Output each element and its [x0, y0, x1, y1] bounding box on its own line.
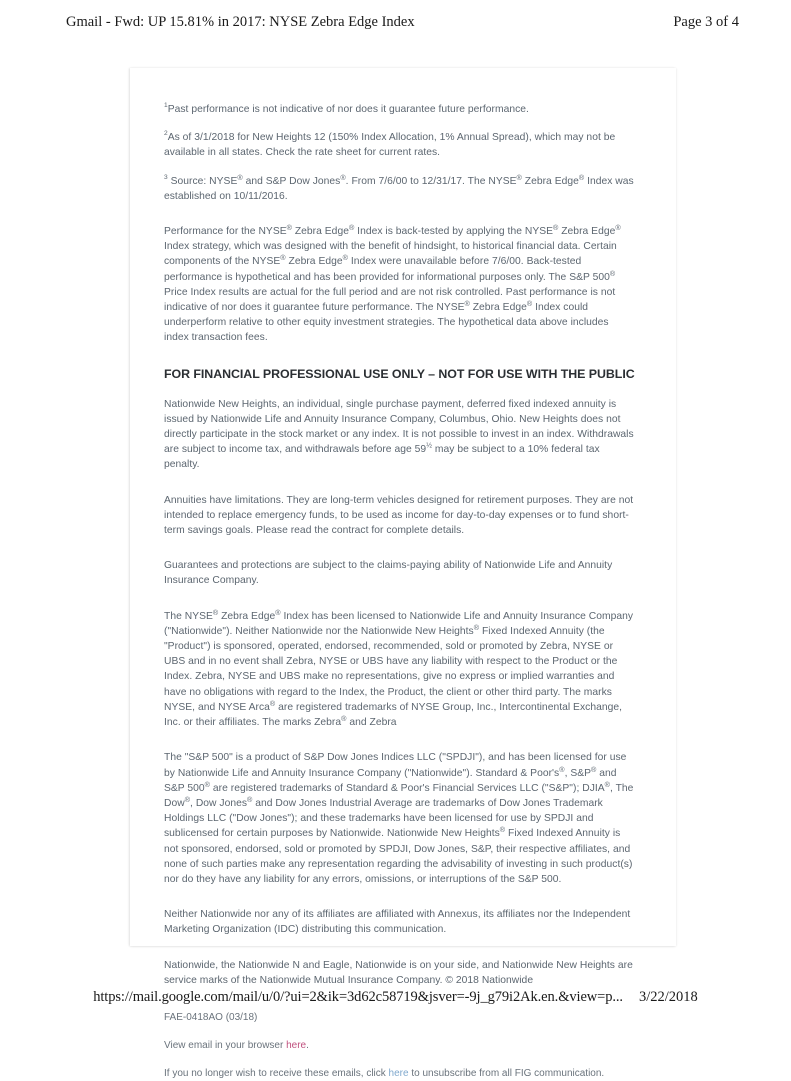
registered-mark-icon: ® [609, 268, 616, 278]
backtest-text-c: Index is back-tested by applying the NYSE [354, 226, 554, 238]
footnote-3-text-d: Zebra Edge [521, 175, 579, 187]
footnote-1-text: Past performance is not indicative of nor does it guarantee future performance. [167, 104, 529, 115]
annuity-limitations-paragraph: Annuities have limitations. They are long-term vehicles designed for retirement purposes. They are not intended to replace emergency funds, to be used as income for day-to-day expenses or to fund short-term savings goals. Please read the contract for complete details. [164, 494, 634, 537]
unsubscribe-prefix: If you no longer wish to receive these emails, click [164, 1067, 389, 1079]
backtest-disclosure-paragraph [164, 224, 636, 346]
index-license-paragraph [164, 609, 636, 731]
registered-mark-icon: ® [499, 825, 506, 835]
registered-mark-icon: ® [275, 607, 281, 617]
registered-mark-icon: ® [615, 223, 621, 233]
sp500-text-d: are registered trademarks of Standard & Poor's Financial Services LLC ("S&P"); DJIA [210, 782, 605, 794]
backtest-text-e: Index strategy, which was designed with the benefit of hindsight, to historical financial data. Certain components of the NYSE [164, 241, 617, 268]
registered-mark-icon: ® [286, 223, 292, 233]
footnote-3-text-c: . From 7/6/00 to 12/31/17. The NYSE [345, 175, 517, 187]
footnote-3-text-b: and S&P Dow Jones [242, 175, 341, 187]
license-text-c: Index has been licensed to Nationwide Life and Annuity Insurance Company ("Nationwide"). Neither Nationwide nor the Nationwide New Heights [164, 610, 634, 637]
view-email-here-link[interactable]: here [286, 1039, 307, 1051]
document-body [164, 102, 636, 1081]
print-header-page-indicator: Page 3 of 4 [673, 14, 739, 30]
registered-mark-icon: ® [553, 223, 559, 233]
sp500-trademark-paragraph [164, 750, 636, 887]
sp500-text-c: and S&P 500 [164, 767, 617, 794]
registered-mark-icon: ® [204, 779, 210, 789]
view-email-prefix: View email in your browser [164, 1039, 287, 1051]
form-code: FAE-0418AO (03/18) [164, 1011, 258, 1023]
guarantees-paragraph: Guarantees and protections are subject to the claims-paying ability of Nationwide Life and Annuity Insurance Company. [164, 560, 613, 587]
annuity-text-a: Nationwide New Heights, an individual, single purchase payment, deferred fixed indexed annuity is issued by Nationwide Life and Annuity Insurance Company, Columbus, Ohio. New Heights does not directly participate in the stock market or any index. It is not possible to invest in an index. Withdrawals are subject to income tax, and withdrawals before age 59 [164, 398, 634, 456]
service-marks-paragraph: Nationwide, the Nationwide N and Eagle, Nationwide is on your side, and Nationwide New Heights are service marks of the Nationwide Mutual Insurance Company. © 2018 Nationwide [164, 959, 633, 986]
backtest-text-f: Zebra Edge [285, 256, 343, 268]
backtest-text-i: Zebra Edge [469, 302, 527, 314]
registered-mark-icon: ® [184, 794, 191, 804]
sp500-text-a: The "S&P 500" is a product of S&P Dow Jones Indices LLC ("SPDJI"), and has been licensed for use by Nationwide Life and Annuity Insurance Company ("Nationwide"). Standard & Poor's [164, 752, 627, 779]
registered-mark-icon: ® [464, 299, 470, 309]
registered-mark-icon: ® [247, 794, 253, 804]
registered-mark-icon: ® [341, 714, 347, 724]
registered-mark-icon: ® [591, 764, 597, 774]
registered-mark-icon: ® [559, 764, 565, 774]
sp500-text-f: , Dow Jones [190, 797, 248, 809]
backtest-text-h: Price Index results are actual for the full period and are not risk controlled. Past performance is not indicative of nor does it guarantee future performance. The NYSE [164, 286, 616, 314]
registered-mark-icon: ® [269, 698, 276, 708]
license-text-e: are registered trademarks of NYSE Group, Inc., Intercontinental Exchange, Inc. or their affiliates. The marks Zebra [164, 701, 622, 729]
registered-mark-icon: ® [578, 172, 585, 182]
registered-mark-icon: ® [280, 253, 286, 263]
registered-mark-icon: ® [348, 223, 355, 233]
footnote-1 [164, 102, 636, 117]
unsubscribe-line [164, 1067, 636, 1081]
document-footer [164, 1011, 636, 1081]
unsubscribe-suffix: to unsubscribe from all FIG communication. [408, 1067, 605, 1079]
footnote-3-text-e: Index was established on 10/11/2016. [164, 175, 634, 202]
footnote-3-marker: 3 [164, 173, 168, 181]
backtest-text-a: Performance for the NYSE [164, 226, 287, 238]
annuity-disclosure-paragraph [164, 397, 636, 473]
backtest-text-j: Index could underperform relative to other equity investment strategies. The hypothetical data above includes index transaction fees. [164, 302, 609, 344]
license-text-f: and Zebra [346, 717, 397, 729]
view-email-suffix: . [306, 1039, 309, 1051]
footnote-1-marker: 1 [164, 102, 168, 109]
registered-mark-icon: ® [342, 253, 348, 263]
print-footer [0, 989, 791, 1006]
sp500-text-g: and Dow Jones Industrial Average are trademarks of Dow Jones Trademark Holdings LLC ("Dow Jones"); and these trademarks have been licensed for use by SPDJI and sublicensed for certain purposes by Nationwide. Nationwide New Heights [164, 797, 603, 840]
sp500-text-b: , S&P [564, 767, 592, 779]
financial-professional-use-heading: FOR FINANCIAL PROFESSIONAL USE ONLY – NOT FOR USE WITH THE PUBLIC [164, 366, 635, 381]
annuity-text-b: may be subject to a 10% federal tax penalty. [164, 444, 600, 471]
registered-mark-icon: ® [473, 622, 480, 632]
registered-mark-icon: ® [340, 172, 346, 182]
license-text-a: The NYSE [164, 610, 213, 622]
view-email-line [164, 1039, 636, 1053]
print-header-title: Gmail - Fwd: UP 15.81% in 2017: NYSE Zebra Edge Index [66, 14, 415, 30]
print-footer-url: https://mail.google.com/mail/u/0/?ui=2&ik=3d62c58719&jsver=-9j_g79i2Ak.en.&view=p... [93, 989, 623, 1005]
footnote-3-text-a: Source: NYSE [167, 175, 238, 187]
footnote-2-text: As of 3/1/2018 for New Heights 12 (150% Index Allocation, 1% Annual Spread), which may not be available in all states. Check the rate sheet for current rates. [164, 132, 616, 159]
license-text-b: Zebra Edge [218, 610, 276, 622]
footnote-2-marker: 2 [164, 130, 168, 138]
footnote-3 [164, 174, 636, 204]
registered-mark-icon: ® [526, 299, 533, 309]
backtest-text-b: Zebra Edge [291, 226, 349, 238]
one-half-fraction: ½ [426, 442, 432, 450]
footnote-2 [164, 130, 636, 160]
registered-mark-icon: ® [212, 607, 219, 617]
annexus-affiliation-paragraph: Neither Nationwide nor any of its affiliates are affiliated with Annexus, its affiliates nor the Independent Marketing Organization (IDC) distributing this communication. [164, 909, 631, 936]
registered-mark-icon: ® [516, 172, 522, 182]
print-header [66, 14, 739, 31]
backtest-text-d: Zebra Edge [558, 226, 616, 238]
sp500-text-h: Fixed Indexed Annuity is not sponsored, endorsed, sold or promoted by SPDJI, Dow Jones, S&P, their respective affiliates, and none of such parties make any representation regarding the advisability of investing in such product(s) nor do they have any liability for any errors, omissions, or interruptions of the S&P 500. [164, 828, 633, 885]
license-text-d: Fixed Indexed Annuity (the "Product") is sponsored, operated, endorsed, recommended, sold or promoted by Zebra, NYSE or UBS and in no event shall Zebra, NYSE or UBS have any liability with respect to the Product or the Index. Zebra, NYSE and UBS make no representations, give no express or implied warranties and have no obligations with regard to the Index, the Product, the client or other third party. The marks NYSE, and NYSE Arca [164, 625, 618, 713]
backtest-text-g: Index were unavailable before 7/6/00. Back-tested performance is hypothetical and has been provided for informational purposes only. The S&P 500 [164, 256, 610, 283]
sp500-text-e: , The Dow [164, 782, 634, 809]
registered-mark-icon: ® [604, 779, 610, 789]
registered-mark-icon: ® [237, 172, 243, 182]
unsubscribe-here-link[interactable]: here [388, 1067, 409, 1079]
print-footer-date: 3/22/2018 [638, 989, 698, 1005]
